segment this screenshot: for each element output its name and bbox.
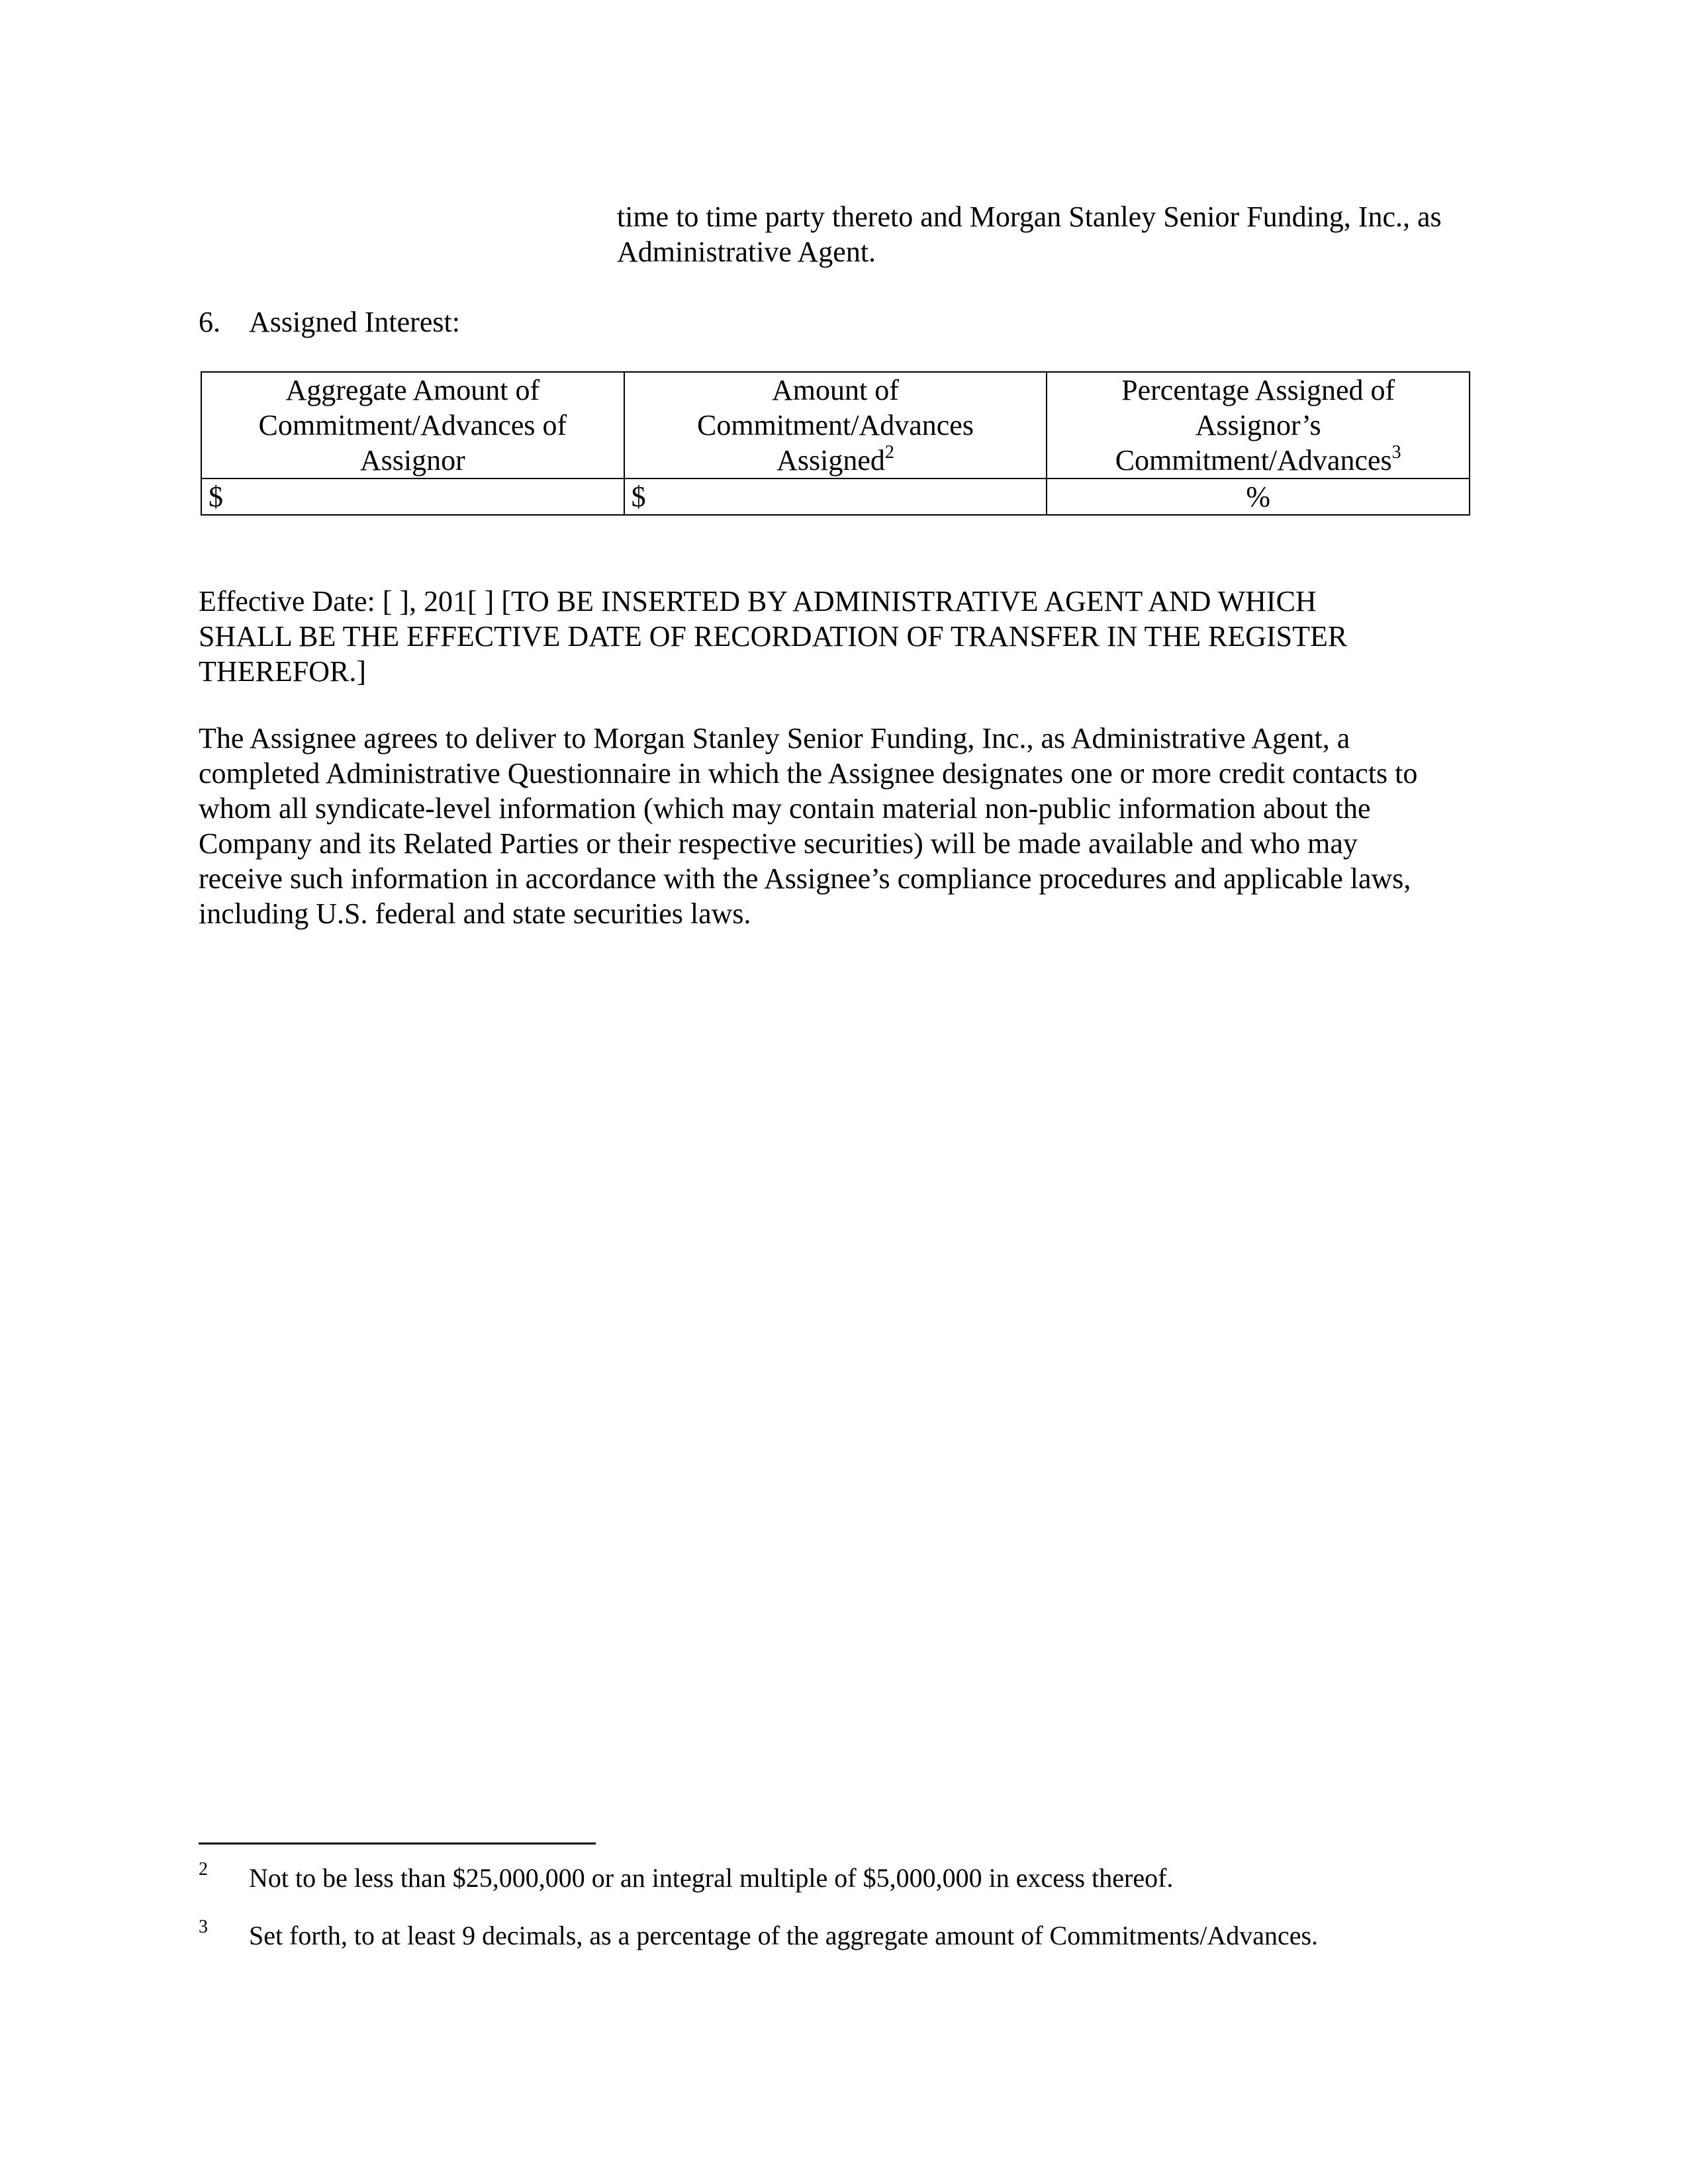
header-line: Commitment/Advances	[1115, 444, 1392, 477]
paragraph-line: The Assignee agrees to deliver to Morgan Stanley Senior Funding, Inc., as Administrative Agent, a	[199, 722, 1350, 754]
table-row	[201, 478, 1470, 515]
footnote-ref-3: 3	[1391, 442, 1401, 463]
footnote-separator	[199, 1843, 596, 1844]
header-aggregate-amount	[201, 372, 624, 478]
section-number: 6.	[199, 306, 220, 338]
paragraph-line: including U.S. federal and state securities laws.	[199, 897, 751, 930]
header-amount-assigned	[624, 372, 1047, 478]
section-6-heading	[199, 304, 460, 340]
header-line: Aggregate Amount of	[285, 374, 540, 406]
continuation-line: Administrative Agent.	[617, 236, 876, 268]
header-line: Commitment/Advances	[697, 409, 974, 441]
cell-percentage-assigned: %	[1047, 478, 1470, 515]
footnote-ref-2: 2	[884, 442, 894, 463]
assigned-interest-table	[201, 371, 1470, 516]
header-percentage-assigned	[1047, 372, 1470, 478]
paragraph-line: receive such information in accordance with the Assignee’s compliance procedures and applicable laws,	[199, 862, 1411, 895]
table-header-row	[201, 372, 1470, 478]
assignee-paragraph	[199, 721, 1483, 931]
cell-amount-assigned: $	[624, 478, 1047, 515]
footnote-3: 3 Set forth, to at least 9 decimals, as a percentage of the aggregate amount of Commitments/Advances.	[199, 1917, 1319, 1950]
header-line: Commitment/Advances of	[258, 409, 567, 441]
header-line: Amount of	[772, 374, 899, 406]
cell-aggregate-amount: $	[201, 478, 624, 515]
header-line: Assignor’s	[1195, 409, 1321, 441]
effective-date-paragraph	[199, 584, 1483, 689]
paragraph-line: completed Administrative Questionnaire in which the Assignee designates one or more credit contacts to	[199, 757, 1418, 790]
footnote-2: 2 Not to be less than $25,000,000 or an integral multiple of $5,000,000 in excess thereof.	[199, 1859, 1174, 1893]
header-line: Assignor	[359, 444, 465, 477]
footnote-text: Not to be less than $25,000,000 or an integral multiple of $5,000,000 in excess thereof.	[249, 1863, 1174, 1893]
paragraph-line: Company and its Related Parties or their respective securities) will be made available and who may	[199, 827, 1358, 860]
section-title: Assigned Interest:	[249, 306, 460, 338]
continuation-line: time to time party thereto and Morgan Stanley Senior Funding, Inc., as	[617, 201, 1442, 233]
continuation-text	[617, 199, 1491, 269]
header-line: Percentage Assigned of	[1121, 374, 1395, 406]
header-line: Assigned	[776, 444, 885, 477]
footnote-text: Set forth, to at least 9 decimals, as a percentage of the aggregate amount of Commitments/Advances.	[249, 1921, 1319, 1950]
effective-date-line: Effective Date: [ ], 201[ ] [TO BE INSERTED BY ADMINISTRATIVE AGENT AND WHICH	[199, 585, 1317, 617]
effective-date-line: THEREFOR.]	[199, 655, 366, 688]
paragraph-line: whom all syndicate-level information (which may contain material non-public information about the	[199, 792, 1371, 825]
effective-date-line: SHALL BE THE EFFECTIVE DATE OF RECORDATION OF TRANSFER IN THE REGISTER	[199, 620, 1348, 653]
